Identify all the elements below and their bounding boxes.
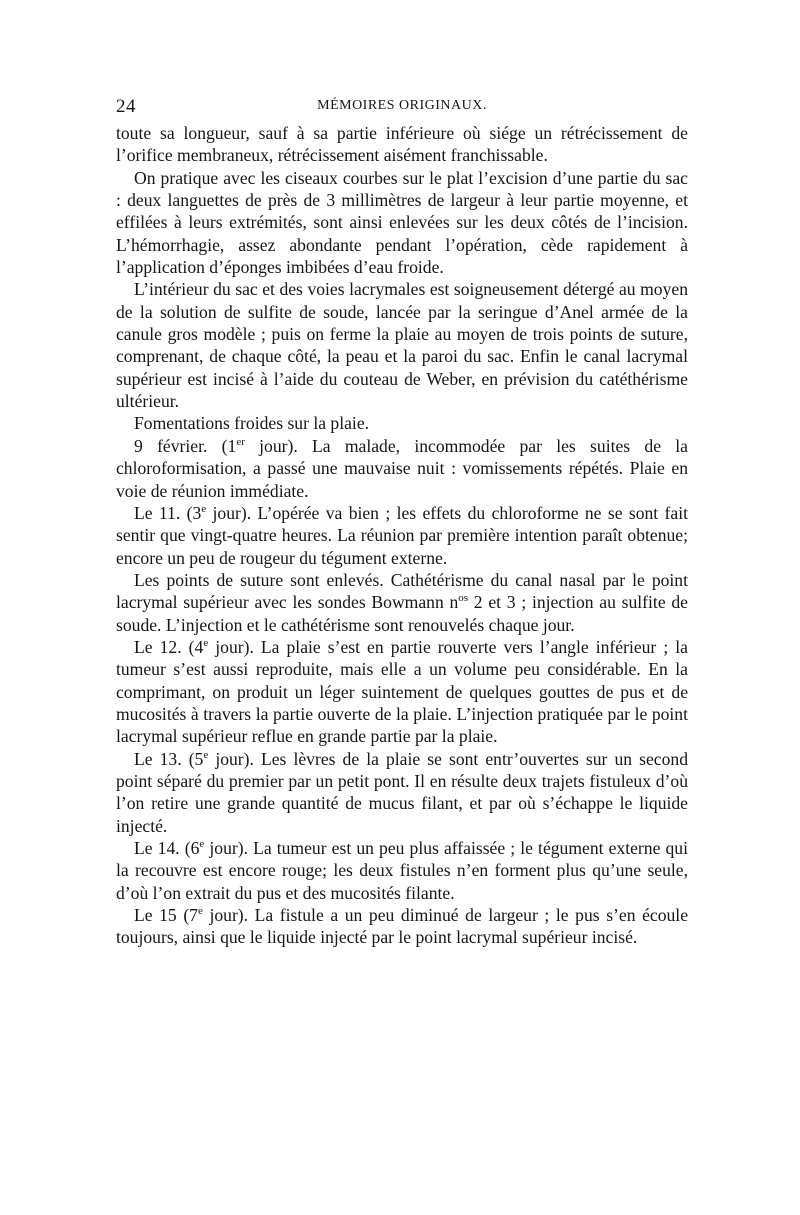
paragraph-text: Le 11. (3 [134,502,202,523]
paragraph-text: Le 13. (5 [134,748,204,769]
paragraph-text: Le 15 (7 [134,905,198,926]
paragraph: Fomentations froides sur la plaie. [134,413,370,434]
paragraph-text: Les points de suture sont enlevés. Cathétérisme du canal nasal par le point lacrymal supérieur avec les sondes Bowmann n [116,569,688,613]
ordinal-superscript: e [203,637,209,650]
paragraph-text: jour). L’opérée va bien ; les effets du chloroforme ne se sont fait sentir que vingt-quatre heures. La réunion par première intention paraît obtenue; encore un peu de rougeur du tégument externe. [116,502,688,568]
page-number: 24 [116,96,136,117]
ordinal-superscript: e [199,838,205,851]
paragraph [116,636,688,748]
paragraph [116,837,688,904]
paragraph [116,748,688,837]
paragraph-text: Le 14. (6 [134,838,200,858]
ordinal-superscript: os [458,592,469,605]
paragraph-text: 2 et 3 ; injection au sulfite de soude. L’injection et le cathétérisme sont renouvelés chaque jour. [116,592,688,635]
running-title: MÉMOIRES ORIGINAUX. [317,98,487,113]
paragraph-text: Le 12. (4 [134,636,204,657]
running-header [116,96,688,122]
ordinal-superscript: er [236,435,245,448]
paragraph: On pratique avec les ciseaux courbes sur le plat l’excision d’une partie du sac : deux languettes de près de 3 millimètres de largeur à leur partie moyenne, et effilées à leurs extrémités, sont ainsi enlevées sur les deux côtés de l’incision. L’hémorrhagie, assez abondante pendant l’opération, cède rapidement à l’application d’éponges imbibées d’eau froide. [116,167,688,278]
ordinal-superscript: e [201,502,207,515]
book-page [116,96,688,949]
paragraph: toute sa longueur, sauf à sa partie inférieure où siége un rétrécissement de l’orifice membraneux, rétrécissement aisément franchissable. [116,123,688,166]
paragraph: L’intérieur du sac et des voies lacrymales est soigneusement détergé au moyen de la solution de sulfite de soude, lancée par la seringue d’Anel armée de la canule gros modèle ; puis on ferme la plaie au moyen de trois points de suture, comprenant, de chaque côté, la peau et la paroi du sac. Enfin le canal lacrymal supérieur est incisé à l’aide du couteau de Weber, en prévision du catéthérisme ultérieur. [116,279,688,412]
paragraph-text: jour). La plaie s’est en partie rouverte vers l’angle inférieur ; la tumeur s’est aussi reproduite, mais elle a un volume peu considérable. En la comprimant, on produit un léger suintement de quelques gouttes de pus et de mucosités à travers la partie ouverte de la plaie. L’injection pratiquée par le point lacrymal supérieur reflue en grande partie par la plaie. [116,636,688,747]
paragraph [116,569,688,636]
paragraph-text: jour). Les lèvres de la plaie se sont entr’ouvertes sur un second point séparé du premier par un petit pont. Il en résulte deux trajets fistuleux d’où l’on retire une grande quantité de mucus filant, et par où s’échappe le liquide injecté. [116,748,688,836]
paragraph [116,435,688,502]
paragraph-text: jour). La tumeur est un peu plus affaissée ; le tégument externe qui la recouvre est encore rouge; les deux fistules n’en forment plus qu’une seule, d’où l’on extrait du pus et des mucosités filante. [116,838,688,903]
paragraph-text: jour). La malade, incommodée par les suites de la chloroformisation, a passé une mauvaise nuit : vomissements répétés. Plaie en voie de réunion immédiate. [116,435,688,501]
paragraph [116,502,688,569]
ordinal-superscript: e [197,905,203,918]
paragraph [116,904,688,949]
paragraph-text: 9 février. (1 [134,435,237,456]
paragraph-text: jour). La fistule a un peu diminué de largeur ; le pus s’en écoule toujours, ainsi que le liquide injecté par le point lacrymal supérieur incisé. [116,905,688,948]
ordinal-superscript: e [203,748,209,761]
body-text [116,122,688,949]
